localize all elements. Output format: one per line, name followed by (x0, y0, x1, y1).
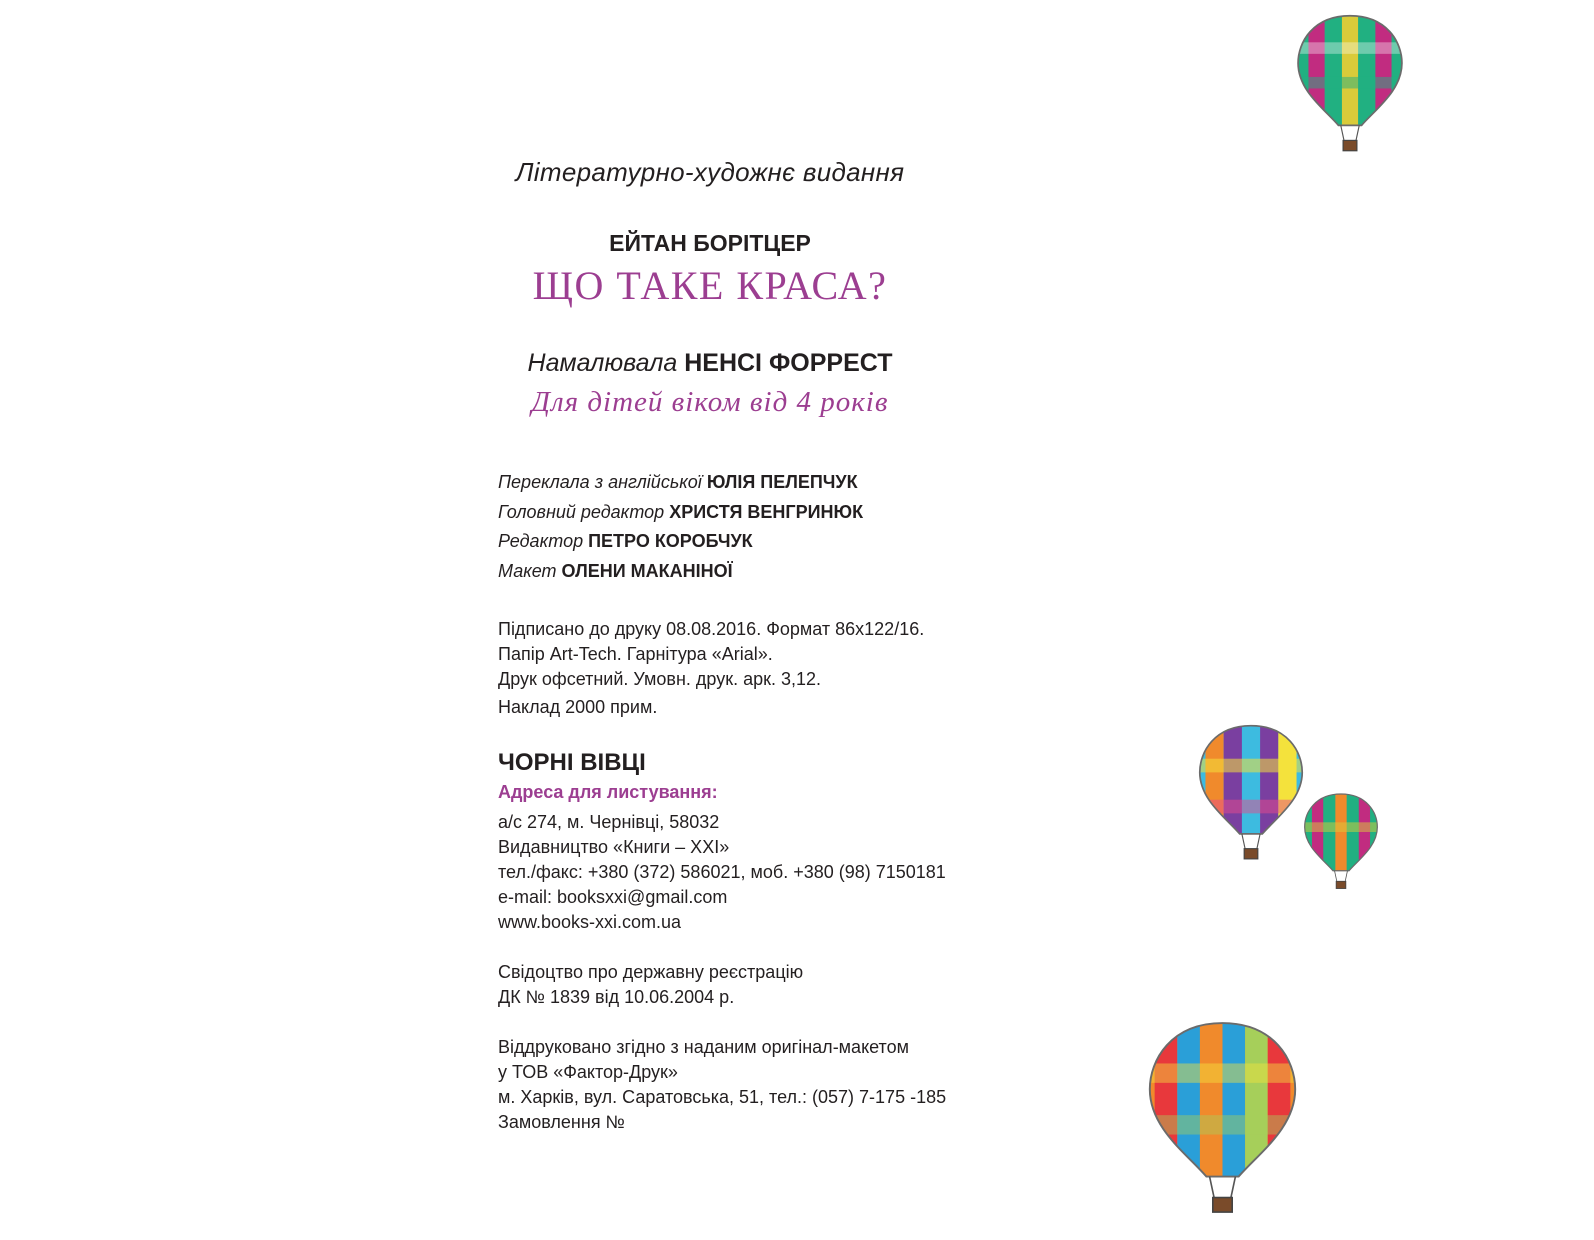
spec-line: Друк офсетний. Умовн. друк. арк. 3,12. (498, 669, 822, 689)
illustrator-prefix: Намалювала (527, 349, 678, 377)
credit-name: ЮЛІЯ ПЕЛЕПЧУК (706, 472, 858, 492)
illustrator-name: НЕНСІ ФОРРЕСТ (684, 349, 893, 377)
publisher-contacts (498, 810, 946, 935)
credit-name: ОЛЕНИ МАКАНІНОЇ (561, 560, 733, 581)
address-label: Адреса для листування: (498, 782, 718, 802)
contact-line: тел./факс: +380 (372) 586021, моб. +380 (98) 7150181 (498, 862, 946, 882)
hot-air-balloon-icon (1290, 10, 1410, 160)
credit-line (498, 557, 863, 587)
printer-line: Замовлення № (498, 1112, 625, 1132)
hot-air-balloon-icon (1140, 1015, 1305, 1225)
contact-line: а/с 274, м. Чернівці, 58032 (498, 812, 720, 832)
hot-air-balloon-icon (1300, 790, 1382, 895)
edition-type: Літературно-художнє видання (515, 157, 905, 187)
credit-name: ХРИСТЯ ВЕНГРИНЮК (669, 501, 864, 522)
hot-air-balloon-icon (1192, 720, 1310, 868)
printer-info (498, 1035, 946, 1135)
credits-list (498, 468, 863, 586)
credit-line (498, 527, 863, 557)
credit-name: ПЕТРО КОРОБЧУК (588, 531, 753, 551)
book-title: ЩО ТАКЕ КРАСА? (532, 263, 888, 308)
credit-line (498, 498, 863, 528)
credit-role: Макет (498, 560, 557, 581)
print-specs (498, 617, 924, 720)
contact-line: www.books-xxi.com.ua (498, 912, 682, 932)
credit-role: Переклала з англійської (498, 472, 702, 492)
certificate-line: Свідоцтво про державну реєстрацію (498, 962, 804, 982)
contact-line: e-mail: booksxxi@gmail.com (498, 887, 728, 907)
spec-line: Підписано до друку 08.08.2016. Формат 86x122/16. (498, 619, 925, 639)
contact-line: Видавництво «Книги – XXI» (498, 837, 730, 857)
spec-line: Наклад 2000 прим. (498, 697, 658, 717)
publisher-name: ЧОРНІ ВІВЦІ (498, 749, 646, 776)
author-name: ЕЙТАН БОРІТЦЕР (609, 230, 811, 256)
credit-role: Редактор (498, 531, 584, 551)
printer-line: у ТОВ «Фактор-Друк» (498, 1062, 678, 1082)
age-recommendation: Для дітей віком від 4 років (531, 386, 889, 418)
credit-line (498, 468, 863, 498)
illustrator-line (0, 349, 1420, 378)
registration-certificate (498, 960, 803, 1010)
certificate-line: ДК № 1839 від 10.06.2004 р. (498, 987, 735, 1007)
credit-role: Головний редактор (498, 501, 665, 522)
printer-line: м. Харків, вул. Саратовська, 51, тел.: (057) 7-175 -185 (498, 1087, 947, 1107)
printer-line: Віддруковано згідно з наданим оригінал-макетом (498, 1037, 909, 1057)
spec-line: Папір Art-Tech. Гарнітура «Arial». (498, 644, 773, 664)
